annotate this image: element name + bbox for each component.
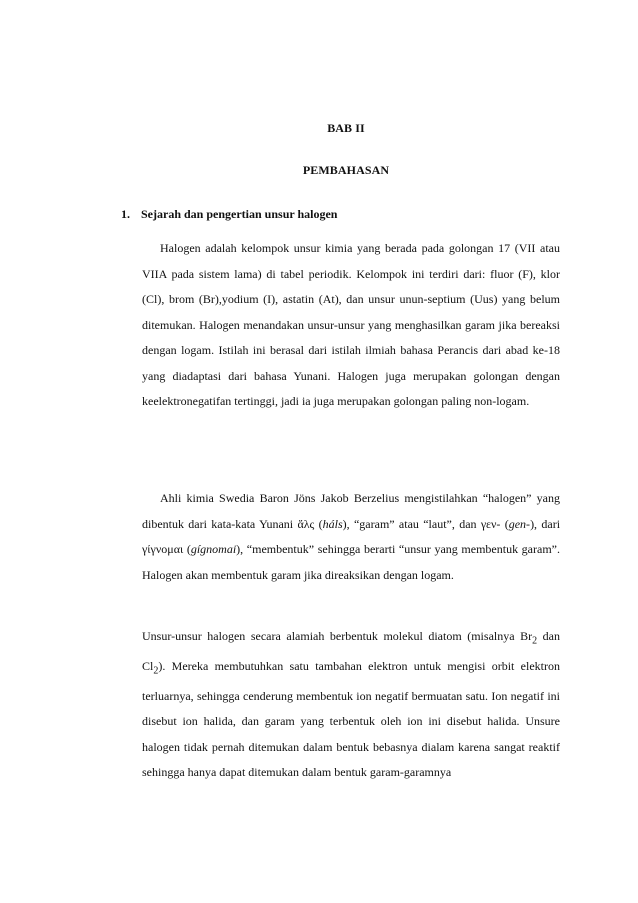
chapter-heading: BAB II bbox=[327, 121, 365, 135]
subscript: 2 bbox=[532, 635, 538, 647]
paragraph-etymology bbox=[142, 486, 560, 588]
text-run: ), “garam” atau “laut”, dan bbox=[342, 516, 481, 531]
paragraph-halogen-definition: Halogen adalah kelompok unsur kimia yang berada pada golongan 17 (VII atau VIIA pada sistem lama) di tabel periodik. Kelompok ini terdiri dari: fluor (F), klor (Cl), brom (Br),yodium (I), astatin (At), dan unsur unun-septium (Uus) yang belum ditemukan. Halogen menandakan unsur-unsur yang menghasilkan garam jika bereaksi dengan logam. Istilah ini berasal dari istilah ilmiah bahasa Perancis dari abad ke-18 yang diadaptasi dari bahasa Yunani. Halogen juga merupakan golongan dengan keelektronegatifan tertinggi, jadi ia juga merupakan golongan paling non-logam. bbox=[142, 241, 560, 408]
text-run: ( bbox=[183, 542, 191, 556]
text-run: dan Cl bbox=[142, 629, 560, 673]
greek-word: γεν- bbox=[480, 516, 501, 531]
chapter-title: PEMBAHASAN bbox=[302, 163, 390, 177]
section-number: 1. bbox=[121, 207, 130, 221]
greek-word: γίγνομαι bbox=[142, 542, 184, 556]
subscript: 2 bbox=[153, 665, 159, 677]
transliteration: háls bbox=[322, 516, 343, 531]
text-run: ( bbox=[500, 516, 509, 531]
text-run: ), dari bbox=[530, 516, 561, 531]
text-run: Ahli kimia Swedia Baron Jöns Jakob Berzelius mengistilahkan “halogen” yang dibentuk dari kata-kata Yunani bbox=[142, 491, 560, 531]
text-run: Unsur-unsur halogen secara alamiah berbentuk molekul diatom (misalnya Br bbox=[142, 629, 533, 643]
transliteration: gen- bbox=[508, 516, 531, 531]
paragraph-diatomic-molecules bbox=[142, 624, 560, 786]
transliteration: gígnomai bbox=[190, 542, 237, 556]
text-run: ), “membentuk” sehingga berarti “unsur yang membentuk garam”. Halogen akan membentuk garam jika direaksikan dengan logam. bbox=[142, 542, 560, 582]
text-run: ( bbox=[314, 516, 323, 531]
text-run: ). Mereka membutuhkan satu tambahan elektron untuk mengisi orbit elektron terluarnya, sehingga cenderung membentuk ion negatif bermuatan satu. Ion negatif ini disebut ion halida, dan garam yang terbentuk oleh ion ini disebut halida. Unsure halogen tidak pernah ditemukan dalam bentuk bebasnya dialam karena sangat reaktif sehingga hanya dapat ditemukan dalam bentuk garam-garamnya bbox=[142, 658, 560, 780]
section-title: Sejarah dan pengertian unsur halogen bbox=[141, 207, 338, 221]
greek-word: ἅλς bbox=[297, 516, 315, 531]
